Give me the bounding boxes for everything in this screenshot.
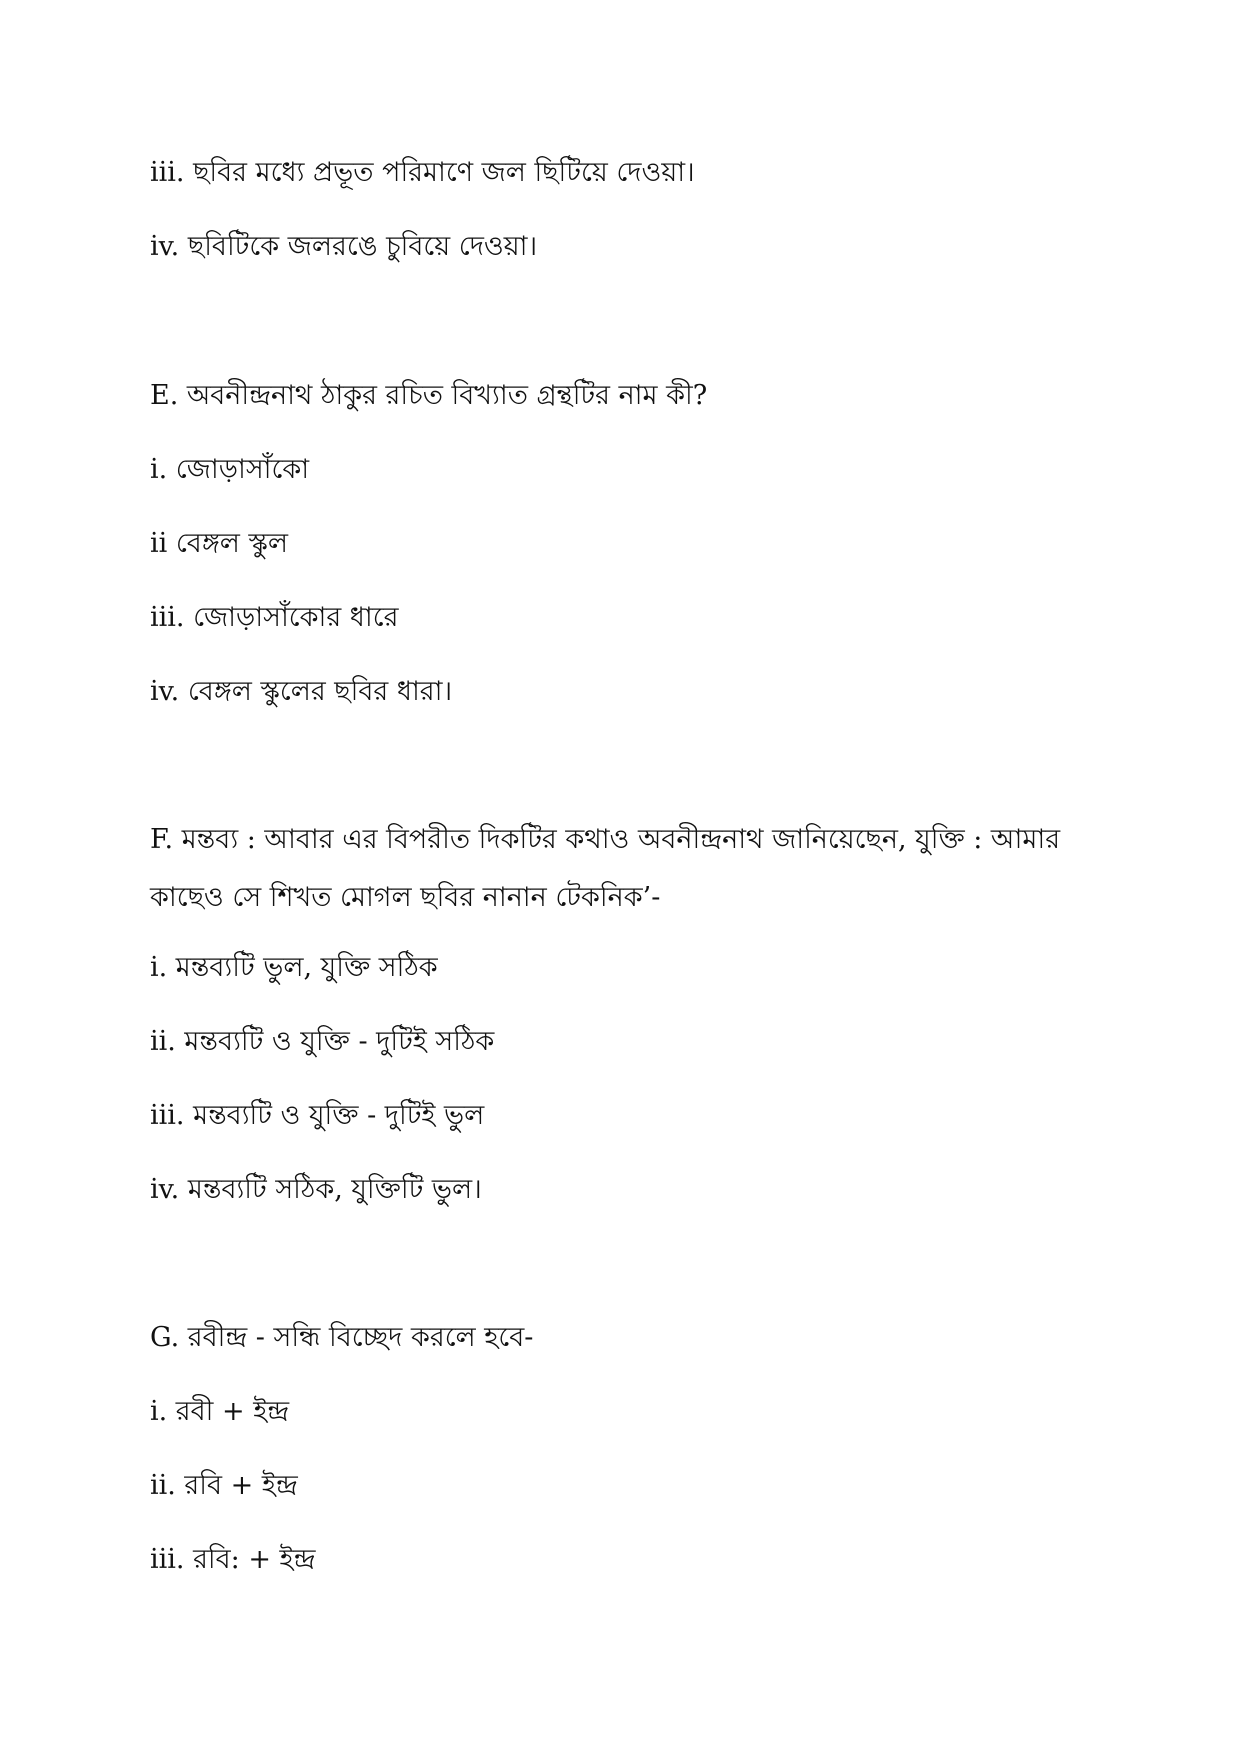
option-text: ii. রবি + ইন্দ্র	[150, 1470, 298, 1501]
option-text: iii. জোড়াসাঁকোর ধারে	[150, 602, 399, 633]
option-text: iii. রবি: + ইন্দ্র	[150, 1544, 316, 1575]
option-text: ii. মন্তব্যটি ও যুক্তি - দুটিই সঠিক	[150, 1026, 495, 1057]
option-text: i. রবী + ইন্দ্র	[150, 1396, 290, 1427]
option-text: ii বেঙ্গল স্কুল	[150, 528, 289, 559]
question-e-text: E. অবনীন্দ্রনাথ ঠাকুর রচিত বিখ্যাত গ্রন্থটির নাম কী?	[150, 380, 708, 411]
question-f-text: F. মন্তব্য : আবার এর বিপরীত দিকটির কথাও অবনীন্দ্রনাথ জানিয়েছেন, যুক্তি : আমার	[150, 824, 1061, 855]
question-g-text: G. রবীন্দ্র - সন্ধি বিচ্ছেদ করলে হবে-	[150, 1322, 534, 1353]
option-text: iv. ছবিটিকে জলরঙে চুবিয়ে দেওয়া।	[150, 231, 538, 262]
option-text: iv. বেঙ্গল স্কুলের ছবির ধারা।	[150, 676, 453, 707]
option-text: iii. ছবির মধ্যে প্রভূত পরিমাণে জল ছিটিয়ে দেওয়া।	[150, 157, 695, 188]
option-text: i. জোড়াসাঁকো	[150, 454, 310, 485]
option-text: iii. মন্তব্যটি ও যুক্তি - দুটিই ভুল	[150, 1100, 485, 1131]
question-f-text-continued: কাছেও সে শিখত মোগল ছবির নানান টেকনিক’-	[150, 882, 661, 913]
option-text: iv. মন্তব্যটি সঠিক, যুক্তিটি ভুল।	[150, 1174, 482, 1205]
option-text: i. মন্তব্যটি ভুল, যুক্তি সঠিক	[150, 952, 438, 983]
